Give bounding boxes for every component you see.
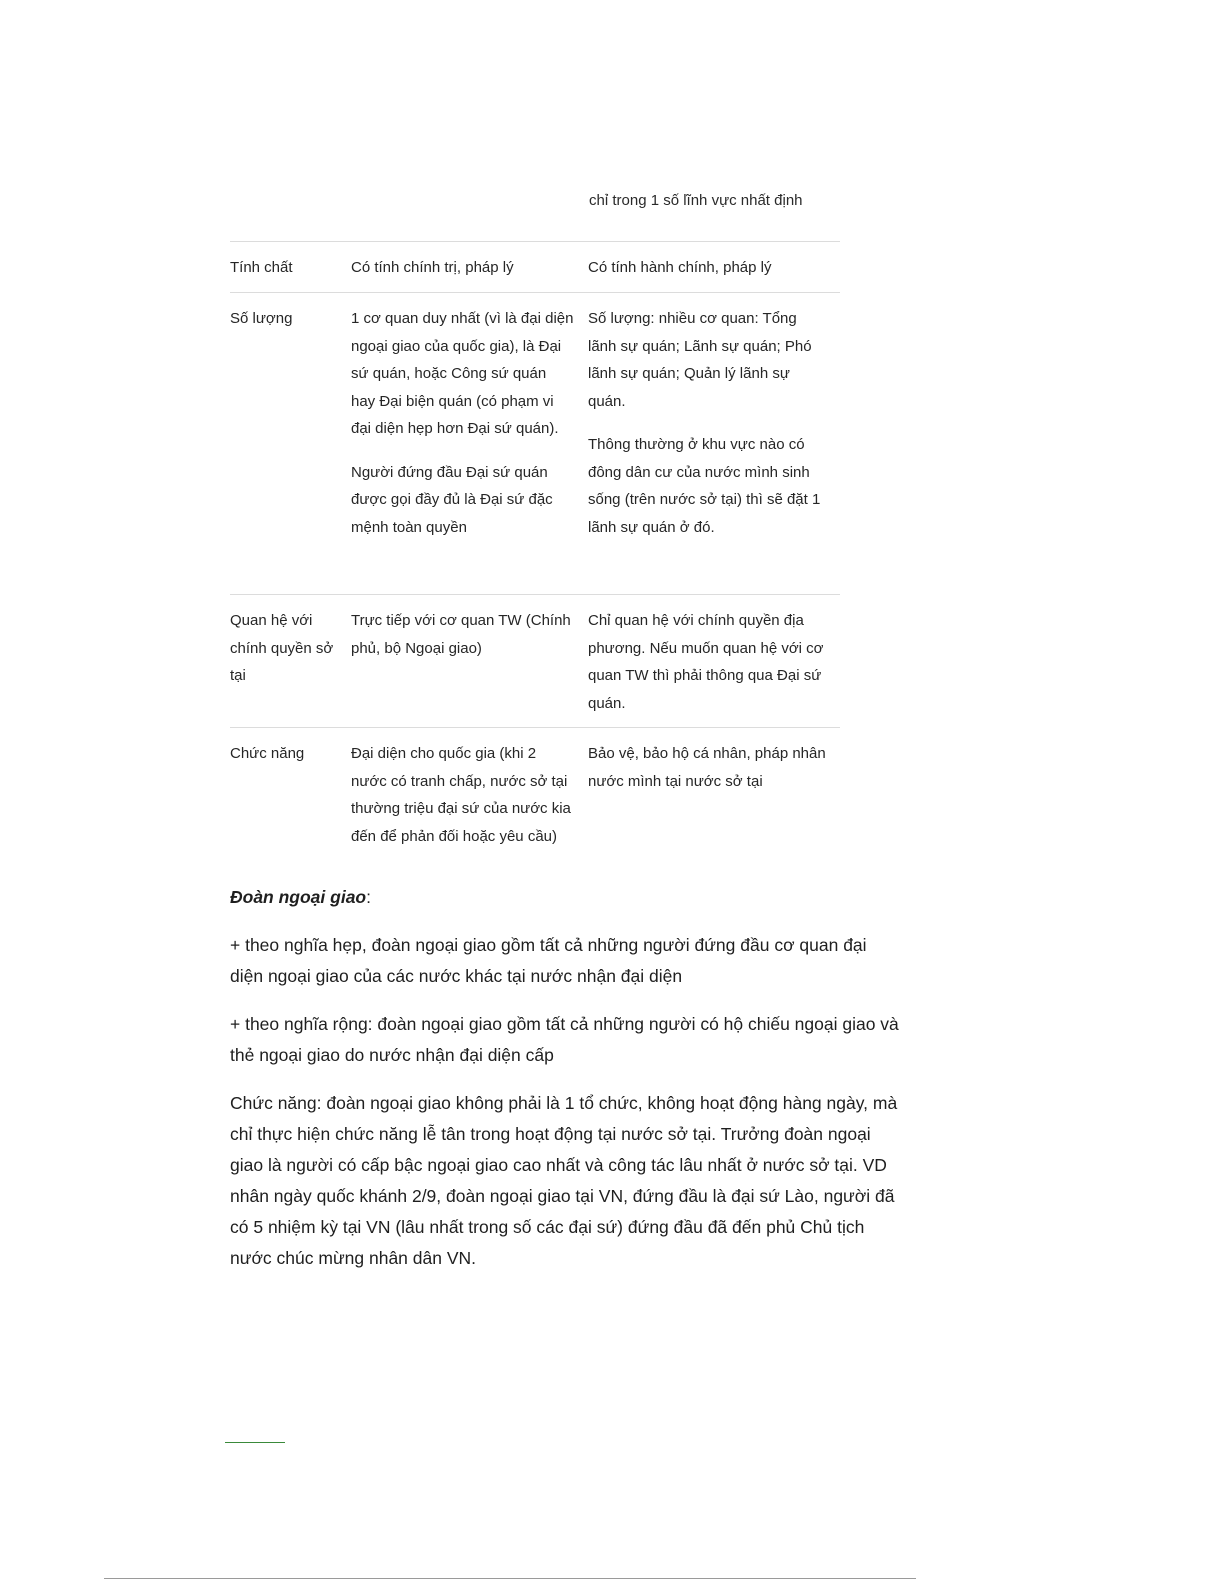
embassy-cell bbox=[351, 740, 588, 850]
consulate-cell bbox=[588, 740, 840, 850]
cell-text: Đại diện cho quốc gia (khi 2 nước có tranh chấp, nước sở tại thường triệu đại sứ của nước kia đến để phản đối hoặc yêu cầu) bbox=[351, 745, 571, 845]
consulate-cell bbox=[588, 607, 840, 727]
section-heading-line bbox=[230, 882, 900, 913]
cell-text: Trực tiếp với cơ quan TW (Chính phủ, bộ Ngoại giao) bbox=[351, 612, 571, 657]
consulate-cell bbox=[588, 305, 840, 594]
section-heading: Đoàn ngoại giao bbox=[230, 887, 367, 907]
consulate-cell bbox=[588, 254, 840, 292]
paragraph: + theo nghĩa hẹp, đoàn ngoại giao gồm tất cả những người đứng đầu cơ quan đại diện ngoại giao của các nước khác tại nước nhận đại diện bbox=[230, 935, 867, 986]
embassy-cell bbox=[351, 607, 588, 727]
cell-text: Số lượng: nhiều cơ quan: Tổng lãnh sự quán; Lãnh sự quán; Phó lãnh sự quán; Quản lý lãnh sự quán. bbox=[588, 310, 812, 410]
cell-text: 1 cơ quan duy nhất (vì là đại diện ngoại giao của quốc gia), là Đại sứ quán, hoặc Công sứ quán hay Đại biện quán (có phạm vi đại diện hẹp hơn Đại sứ quán). bbox=[351, 310, 574, 437]
table-carry-over-text: chỉ trong 1 số lĩnh vực nhất định bbox=[589, 192, 803, 209]
row-label: Quan hệ với chính quyền sở tại bbox=[230, 612, 334, 684]
section-body bbox=[230, 882, 900, 1291]
cell-text: Bảo vệ, bảo hộ cá nhân, pháp nhân nước mình tại nước sở tại bbox=[588, 745, 826, 790]
cell-text: Thông thường ở khu vực nào có đông dân cư của nước mình sinh sống (trên nước sở tại) thì sẽ đặt 1 lãnh sự quán ở đó. bbox=[588, 436, 821, 536]
comparison-table bbox=[230, 241, 840, 850]
row-label: Tính chất bbox=[230, 259, 293, 276]
cell-text: Chỉ quan hệ với chính quyền địa phương. Nếu muốn quan hệ với cơ quan TW thì phải thông qua Đại sứ quán. bbox=[588, 612, 824, 712]
heading-colon: : bbox=[366, 887, 371, 907]
table-row bbox=[230, 241, 840, 292]
cell-text: Có tính hành chính, pháp lý bbox=[588, 259, 772, 276]
table-row bbox=[230, 594, 840, 727]
row-label: Số lượng bbox=[230, 310, 293, 327]
table-row bbox=[230, 292, 840, 594]
row-label: Chức năng bbox=[230, 745, 305, 762]
paragraph: + theo nghĩa rộng: đoàn ngoại giao gồm tất cả những người có hộ chiếu ngoại giao và thẻ ngoại giao do nước nhận đại diện cấp bbox=[230, 1014, 899, 1065]
embassy-cell bbox=[351, 305, 588, 594]
footnote-divider bbox=[225, 1442, 285, 1443]
page-bottom-divider bbox=[104, 1578, 916, 1579]
embassy-cell bbox=[351, 254, 588, 292]
cell-text: Có tính chính trị, pháp lý bbox=[351, 259, 514, 276]
cell-text: Người đứng đầu Đại sứ quán được gọi đầy đủ là Đại sứ đặc mệnh toàn quyền bbox=[351, 463, 553, 536]
table-row bbox=[230, 727, 840, 850]
paragraph: Chức năng: đoàn ngoại giao không phải là 1 tổ chức, không hoạt động hàng ngày, mà chỉ thực hiện chức năng lễ tân trong hoạt động tại nước sở tại. Trưởng đoàn ngoại giao là người có cấp bậc ngoại giao cao nhất và công tác lâu nhất ở nước sở tại. VD nhân ngày quốc khánh 2/9, đoàn ngoại giao tại VN, đứng đầu là đại sứ Lào, người đã có 5 nhiệm kỳ tại VN (lâu nhất trong số các đại sứ) đứng đầu đã đến phủ Chủ tịch nước chúc mừng nhân dân VN. bbox=[230, 1093, 898, 1268]
